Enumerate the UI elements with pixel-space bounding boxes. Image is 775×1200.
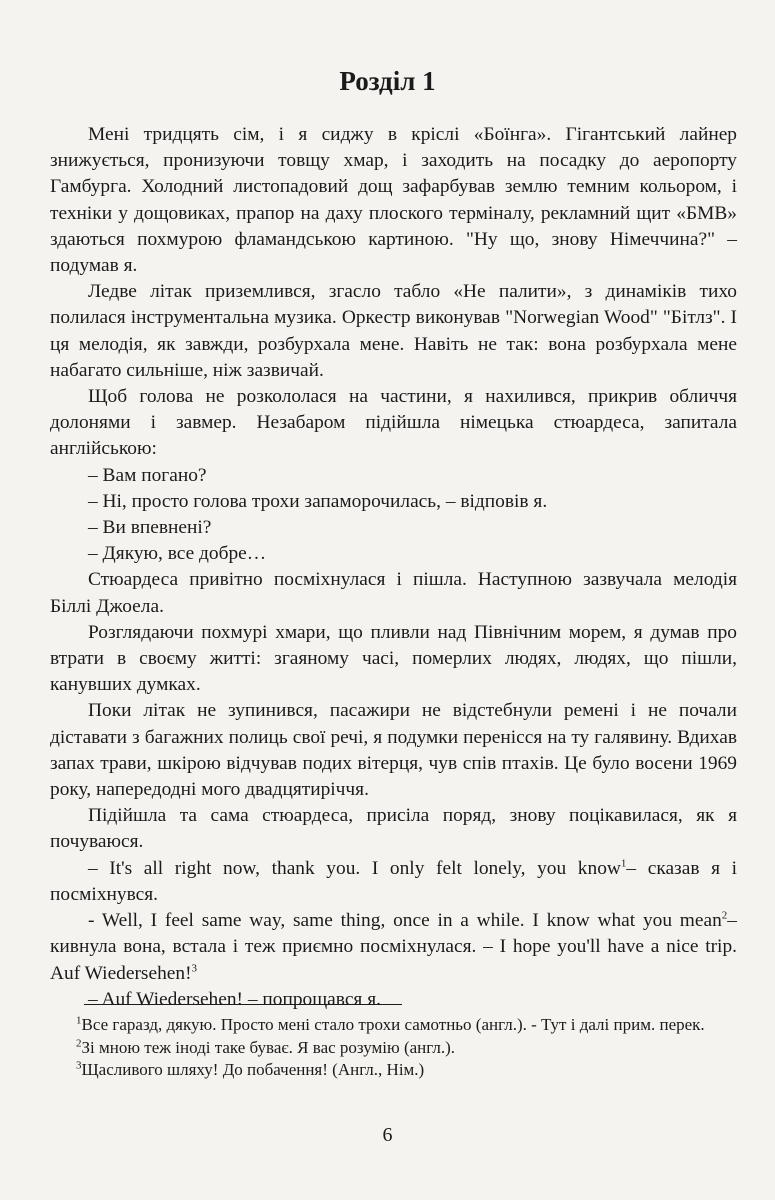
footnote-ref: 3 (191, 962, 198, 975)
footnote-ref: 1 (620, 857, 627, 870)
footnote-text: Все гаразд, дякую. Просто мені стало трохи самотньо (англ.). - Тут і далі прим. перек. (81, 1015, 705, 1034)
dialogue-text: – сказав я і посміхнувся. (50, 857, 738, 905)
footnote (50, 1037, 737, 1060)
footnote-mark: 1 (76, 1014, 82, 1027)
dialogue-line: – Дякую, все добре… (88, 543, 267, 565)
paragraph: Ледве літак приземлився, згасло табло «Не палити», з динаміків тихо полилася інструментальна музика. Оркестр виконував "Norwegian Wood" "Бітлз". І ця мелодія, як завжди, розбурхала мене. Навіть не так: вона розбурхала мене набагато сильніше, ніж зазвичай. (50, 281, 737, 381)
dialogue-text: – кивнула вона, встала і теж приємно посміхнулася. – I hope you'll have a nice trip. Auf Wiedersehen! (50, 910, 737, 984)
page-number: 6 (382, 1124, 393, 1146)
footnote-divider (84, 1004, 402, 1005)
dialogue-text: – It's all right now, thank you. I only felt lonely, you know (88, 857, 621, 879)
paragraph: Щоб голова не розкололася на частини, я нахилився, прикрив обличчя долонями і завмер. Незабаром підійшла німецька стюардеса, запитала англійською: (50, 386, 737, 460)
dialogue-line: – Ні, просто голова трохи запаморочилась, – відповів я. (88, 490, 548, 512)
dialogue-line (50, 908, 737, 987)
footnote (50, 1059, 737, 1082)
dialogue-line: – Auf Wiedersehen! – попрощався я. (88, 988, 381, 1010)
paragraph: Розглядаючи похмурі хмари, що пливли над Північним морем, я думав про втрати в своєму житті: згаяному часі, померлих людях, людях, що пішли, канувших думках. (50, 621, 737, 696)
dialogue-text: - Well, I feel same way, same thing, once in a while. I know what you mean (88, 910, 722, 932)
dialogue-line: – Ви впевнені? (88, 517, 212, 539)
paragraph: Підійшла та сама стюардеса, присіла поряд, знову поцікавилася, як я почуваюся. (50, 805, 737, 853)
dialogue-line: – Вам погано? (88, 464, 207, 486)
footnotes (50, 1014, 737, 1082)
footnote (50, 1014, 737, 1037)
footnote-ref: 2 (721, 909, 728, 922)
footnote-text: Щасливого шляху! До побачення! (Англ., Нім.) (81, 1060, 425, 1079)
footnote-mark: 3 (76, 1059, 82, 1072)
paragraph: Стюардеса привітно посміхнулася і пішла. Наступною зазвучала мелодія Біллі Джоела. (50, 569, 737, 617)
paragraph: Мені тридцять сім, і я сиджу в кріслі «Боїнга». Гігантський лайнер знижується, пронизуючи товщу хмар, і заходить на посадку до аеропорту Гамбурга. Холодний листопадовий дощ зафарбував землю темним кольором, і техніки у дощовиках, прапор на даху плоского терміналу, рекламний щит «БМВ» здаються похмурою фламандською картиною. "Ну що, знову Німеччина?" – подумав я. (50, 124, 737, 277)
chapter-title: Розділ 1 (339, 66, 436, 96)
footnote-text: Зі мною теж іноді таке буває. Я вас розумію (англ.). (81, 1037, 456, 1057)
dialogue-line (50, 856, 737, 908)
chapter-body (50, 122, 737, 1013)
footnote-mark: 2 (76, 1036, 82, 1049)
paragraph: Поки літак не зупинився, пасажири не відстебнули ремені і не почали діставати з багажних полиць свої речі, я подумки перенісся на ту галявину. Вдихав запах трави, шкірою відчував подих вітерця, чув спів птахів. Це було восени 1969 року, напередодні мого двадцятиріччя. (50, 700, 737, 801)
